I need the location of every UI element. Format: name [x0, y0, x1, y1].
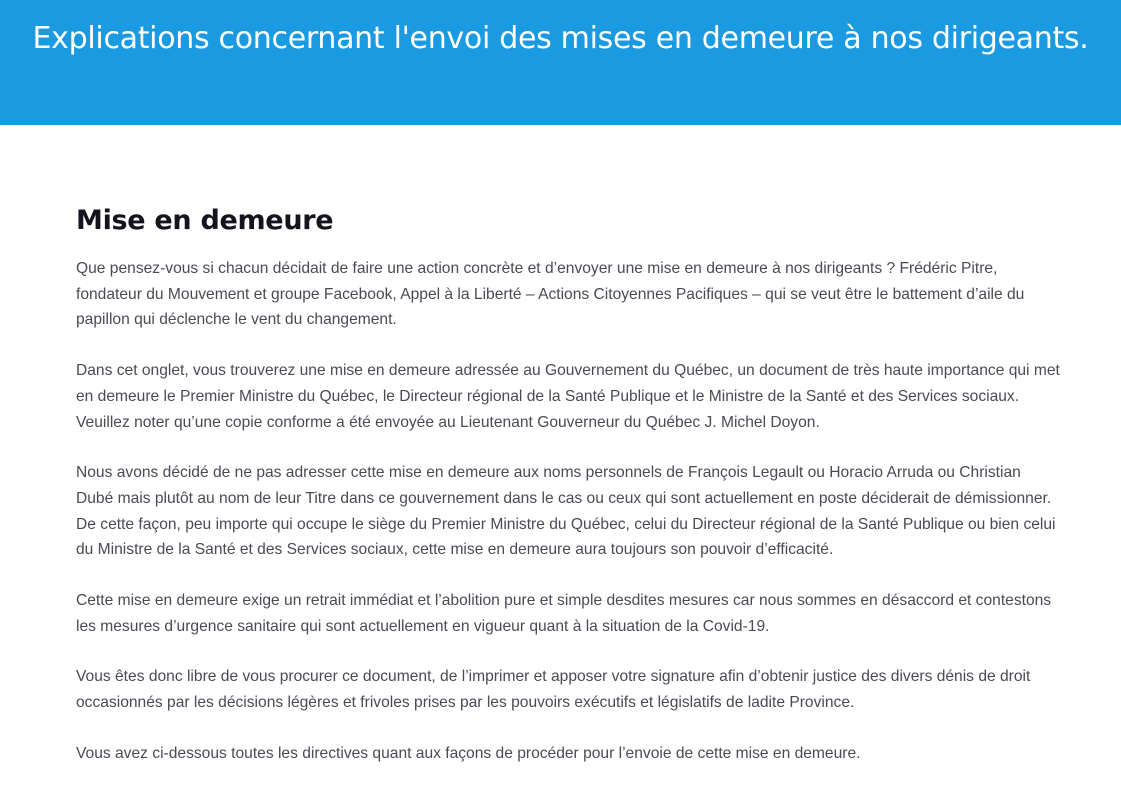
section-heading: Mise en demeure: [76, 205, 334, 236]
paragraph-directives: Vous avez ci-dessous toutes les directives quant aux façons de procéder pour l’envoie de cette mise en demeure.: [76, 744, 861, 762]
paragraph-intro: Que pensez-vous si chacun décidait de faire une action concrète et d’envoyer une mise en demeure à nos dirigeants ? Frédéric Pitre, fondateur du Mouvement et groupe Facebook, Appel à la Liberté – Actions Citoyennes Pacifiques – qui se veut être le battement d’aile du papillon qui déclenche le vent du changement.: [76, 260, 1025, 329]
paragraph-demands: Cette mise en demeure exige un retrait immédiat et l’abolition pure et simple desdites mesures car nous sommes en désaccord et contestons les mesures d’urgence sanitaire qui sont actuellement en vigueur quant à la situation de la Covid-19.: [76, 592, 1052, 635]
banner-title: Explications concernant l'envoi des mises en demeure à nos dirigeants.: [32, 21, 1089, 56]
paragraph-instructions: Vous êtes donc libre de vous procurer ce document, de l’imprimer et apposer votre signature afin d’obtenir justice des divers dénis de droit occasionnés par les décisions légères et frivoles prises par les pouvoirs exécutifs et législatifs de ladite Province.: [76, 668, 1031, 712]
paragraph-addressees: Nous avons décidé de ne pas adresser cette mise en demeure aux noms personnels de François Legault ou Horacio Arruda ou Christian Dubé mais plutôt au nom de leur Titre dans ce gouvernement dans le cas ou ceux qui sont actuellement en poste déciderait de démissionner. De cette façon, peu importe qui occupe le siège du Premier Ministre du Québec, celui du Directeur régional de la Santé Publique ou bien celui du Ministre de la Santé et des Services sociaux, cette mise en demeure aura toujours son pouvoir d’efficacité.: [76, 464, 1056, 559]
paragraph-document-description: Dans cet onglet, vous trouverez une mise en demeure adressée au Gouvernement du Québec, un document de très haute importance qui met en demeure le Premier Ministre du Québec, le Directeur régional de la Santé Publique et le Ministre de la Santé et des Services sociaux. Veuillez noter qu’une copie conforme a été envoyée au Lieutenant Gouverneur du Québec J. Michel Doyon.: [76, 362, 1060, 431]
page-banner: [0, 0, 1121, 125]
article-content: [76, 200, 1061, 792]
